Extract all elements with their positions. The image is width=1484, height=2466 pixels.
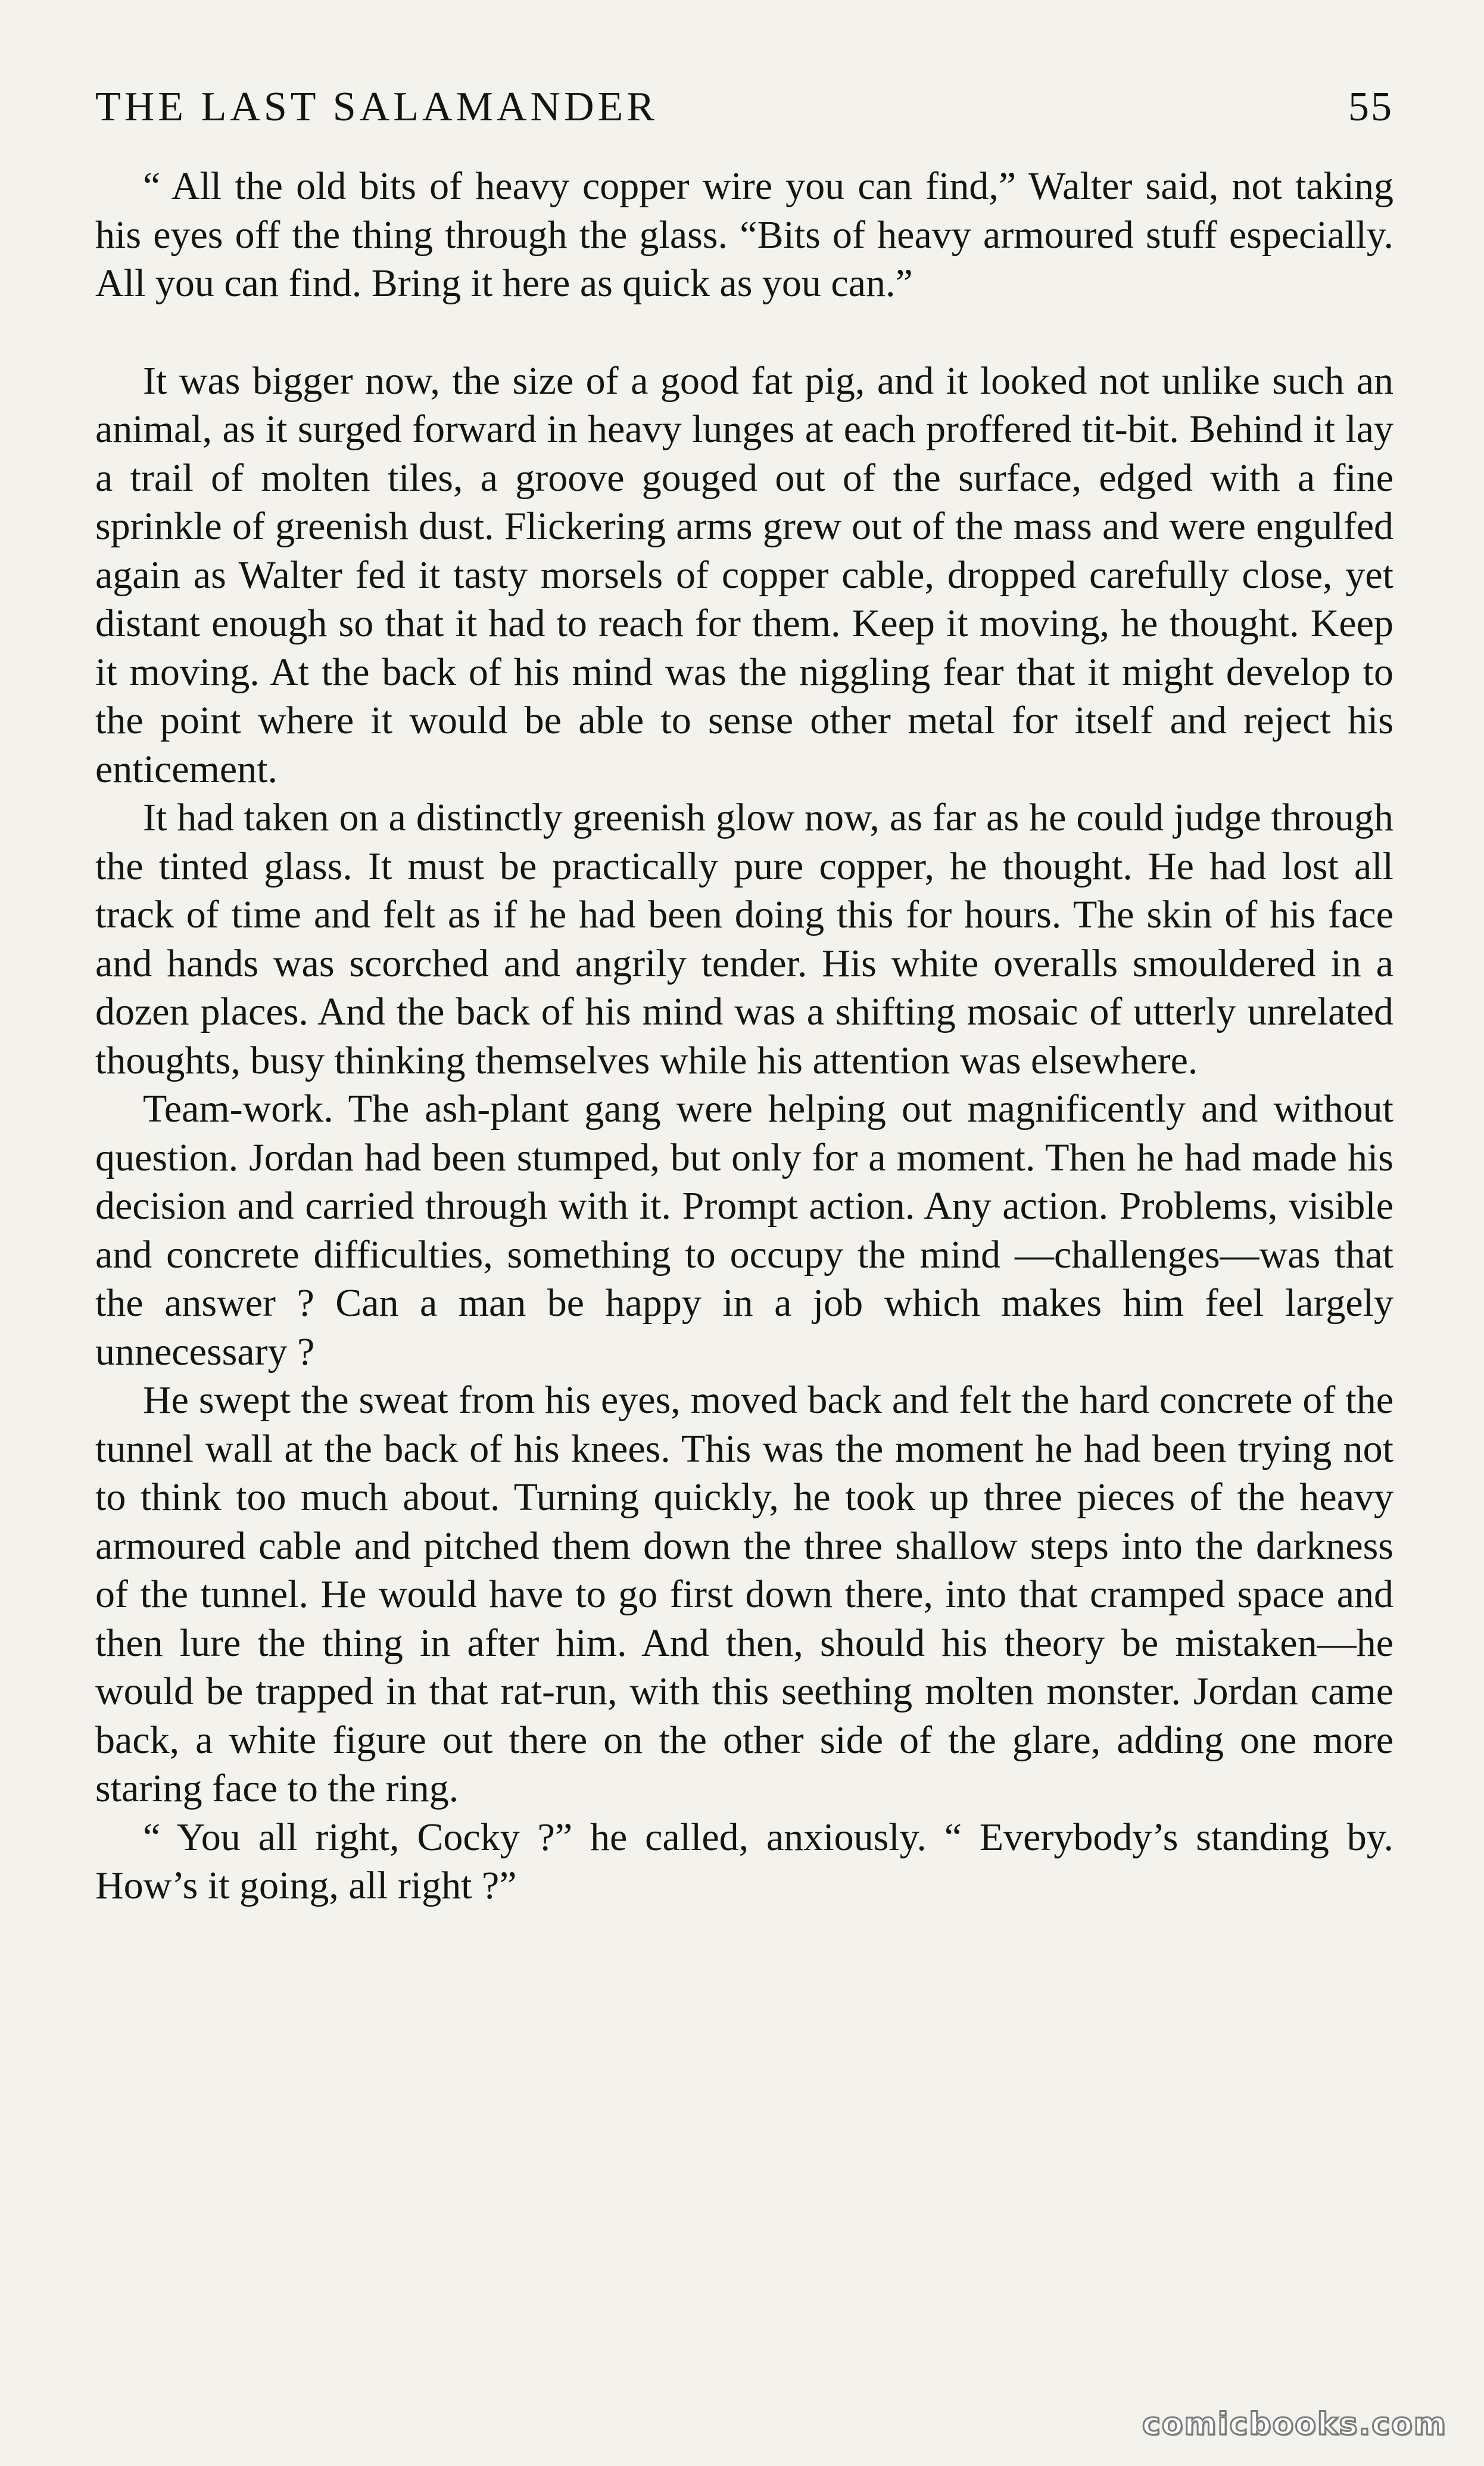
paragraph-1: “ All the old bits of heavy copper wire you can find,” Walter said, not taking his eyes off the thing through the glass. “Bits of heavy armoured stuff especially. All you can find. Bring it here as quick as you can.” — [95, 164, 1393, 305]
book-page — [95, 77, 1393, 2389]
body-text — [95, 162, 1393, 1910]
paragraph-2: It was bigger now, the size of a good fat pig, and it looked not unlike such an animal, as it surged forward in heavy lunges at each proffered tit-bit. Behind it lay a trail of molten tiles, a groove gouged out of the surface, edged with a fine sprinkle of greenish dust. Flickering arms grew out of the mass and were engulfed again as Walter fed it tasty morsels of copper cable, dropped carefully close, yet distant enough so that it had to reach for them. Keep it moving, he thought. Keep it moving. At the back of his mind was the niggling fear that it might develop to the point where it would be able to sense other metal for itself and reject his enticement. — [95, 359, 1393, 791]
paragraph-3: It had taken on a distinctly greenish glow now, as far as he could judge through the tinted glass. It must be practically pure copper, he thought. He had lost all track of time and felt as if he had been doing this for hours. The skin of his face and hands was scorched and angrily tender. His white overalls smouldered in a dozen places. And the back of his mind was a shifting mosaic of utterly unrelated thoughts, busy thinking themselves while his attention was elsewhere. — [95, 796, 1393, 1082]
watermark-logo: comicbooks.com — [1142, 2406, 1447, 2442]
paragraph-4: Team-work. The ash-plant gang were helping out magnificently and without question. Jordan had been stumped, but only for a moment. Then he had made his decision and carried through with it. Prompt action. Any action. Problems, visible and concrete difficulties, something to occupy the mind —challenges—was that the answer ? Can a man be happy in a job which makes him feel largely unnecessary ? — [95, 1087, 1393, 1374]
paragraph-6: “ You all right, Cocky ?” he called, anxiously. “ Everybody’s standing by. How’s it going, all right ?” — [95, 1815, 1393, 1907]
paragraph-5: He swept the sweat from his eyes, moved back and felt the hard concrete of the tunnel wall at the back of his knees. This was the moment he had been trying not to think too much about. Turning quickly, he took up three pieces of the heavy armoured cable and pitched them down the three shallow steps into the darkness of the tunnel. He would have to go first down there, into that cramped space and then lure the thing in after him. And then, should his theory be mistaken—he would be trapped in that rat-run, with this seething molten monster. Jordan came back, a white figure out there on the other side of the glare, adding one more staring face to the ring. — [95, 1378, 1393, 1810]
chapter-title: THE LAST SALAMANDER — [95, 84, 658, 130]
running-head — [95, 77, 1393, 149]
page-number: 55 — [1348, 84, 1393, 130]
